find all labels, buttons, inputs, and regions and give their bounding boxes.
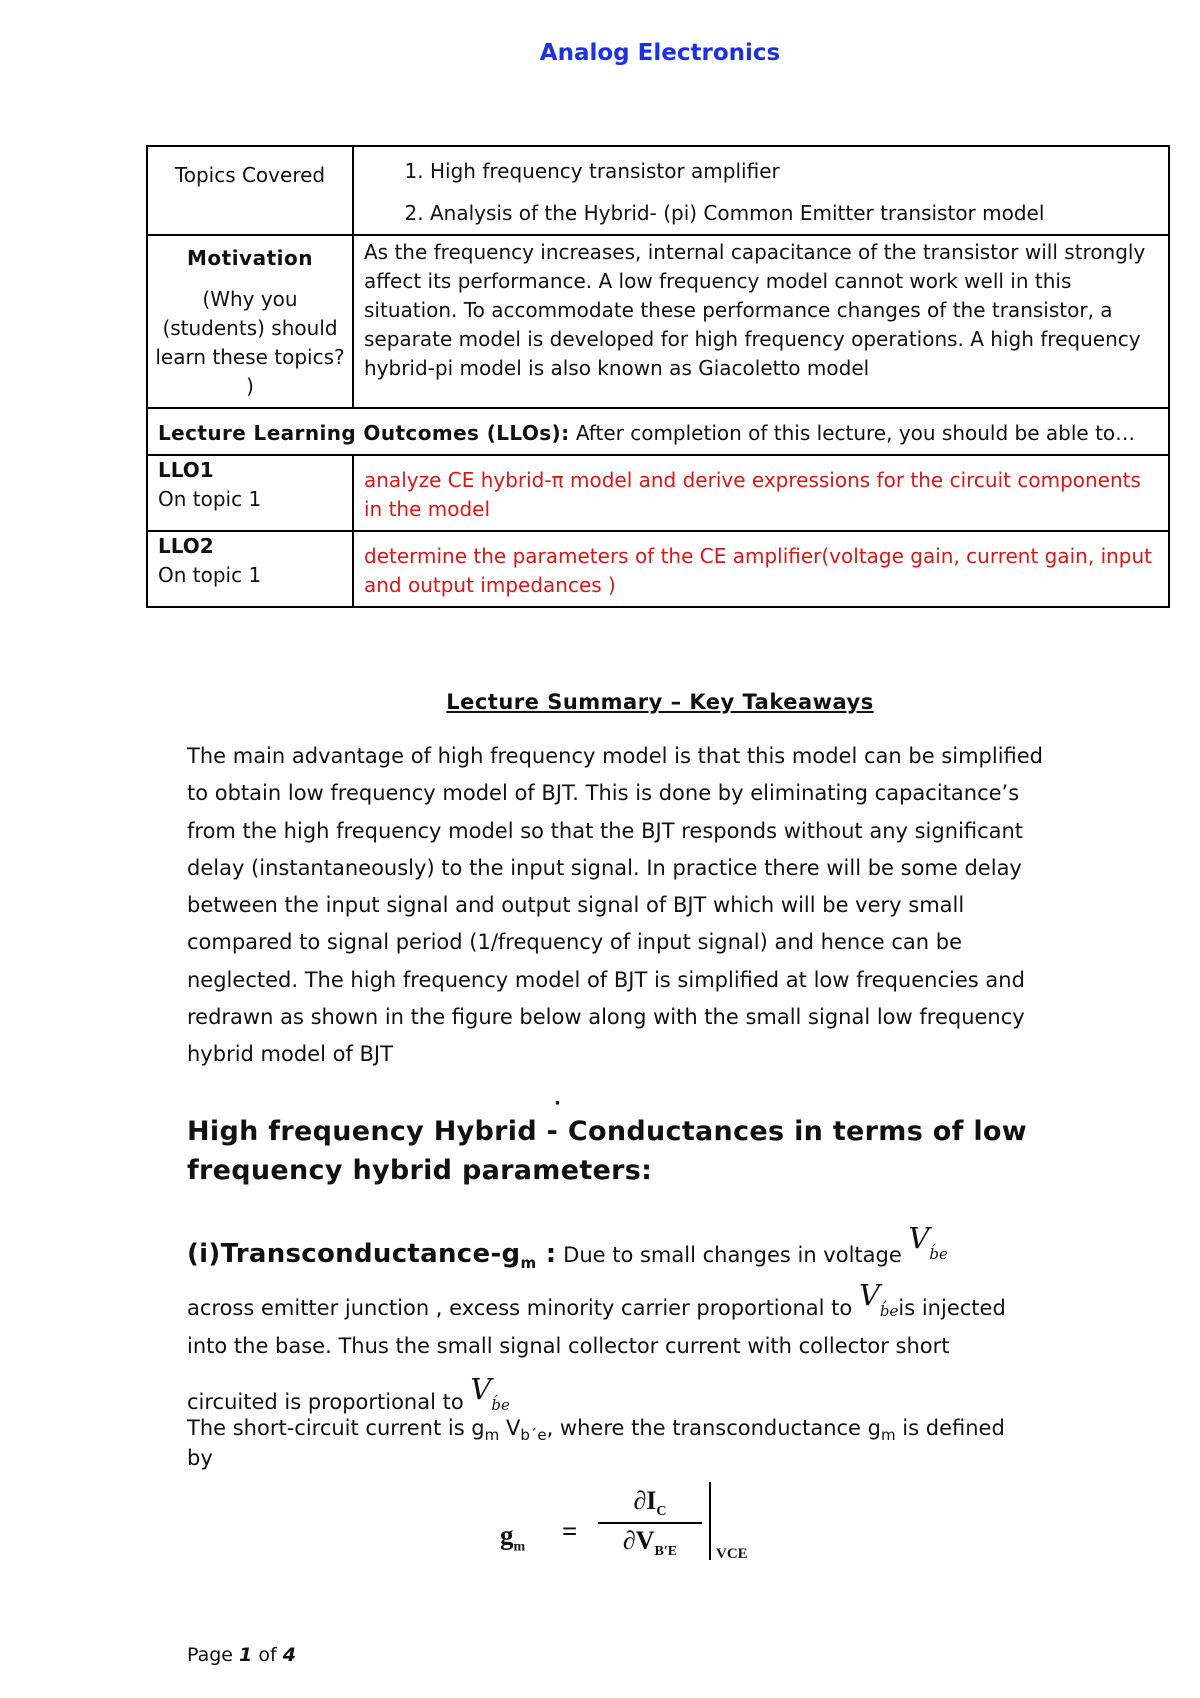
equation-numerator <box>596 1486 704 1522</box>
vbe-symbol <box>470 1372 510 1414</box>
equation-fraction <box>596 1486 704 1560</box>
transconductance-text: is injected <box>898 1296 1006 1320</box>
vbe-symbol <box>858 1278 899 1320</box>
hybrid-pi-symbol-mark: · <box>554 1093 561 1114</box>
gm-sub: m <box>880 1426 896 1445</box>
equation-denominator-sub: B′E <box>654 1544 678 1560</box>
transconductance-text: Due to small changes in voltage <box>556 1243 909 1267</box>
summary-title: Lecture Summary – Key Takeaways <box>446 690 874 714</box>
llos-title: Lecture Learning Outcomes (LLOs): <box>158 421 570 445</box>
transconductance-text: circuited is proportional to <box>187 1390 471 1414</box>
topics-table <box>146 145 1170 608</box>
vbe-sub: b΄e <box>520 1426 547 1445</box>
topic-item: 1. High frequency transistor amplifier <box>430 157 1158 186</box>
llos-header <box>147 408 1169 455</box>
llos-intro: After completion of this lecture, you should be able to… <box>569 421 1136 445</box>
vbe-v: V <box>858 1278 880 1312</box>
llo-id: LLO2 <box>158 534 214 558</box>
transconductance-title-colon: : <box>536 1239 557 1269</box>
transconductance-line-1 <box>187 1221 948 1273</box>
transconductance-title-sub: m <box>520 1254 537 1273</box>
motivation-sub: (Why you (students) should learn these topics? ) <box>155 287 345 398</box>
vbe-sub: b́e <box>879 1301 899 1320</box>
motivation-text: As the frequency increases, internal capacitance of the transistor will strongly affect its performance. A low frequency model cannot work well in this situation. To accommodate these performance changes of the transistor, a separate model is developed for high frequency operations. A high frequency hybrid-pi model is also known as Giacoletto model <box>353 235 1169 408</box>
equation-equals: = <box>562 1516 578 1546</box>
transconductance-line-3: into the base. Thus the small signal collector current with collector short <box>187 1334 950 1358</box>
llo-topic: On topic 1 <box>158 563 262 587</box>
transconductance-text: across emitter junction , excess minority carrier proportional to <box>187 1296 859 1320</box>
llo-topic: On topic 1 <box>158 487 262 511</box>
footer-page-word: Page <box>187 1644 240 1666</box>
transconductance-line-5 <box>187 1416 1005 1444</box>
equation-numerator-text: ∂I <box>633 1486 657 1515</box>
footer-page-total: 4 <box>282 1644 296 1666</box>
transconductance-line-2 <box>187 1278 1006 1326</box>
llo-id: LLO1 <box>158 458 214 482</box>
motivation-row <box>147 235 1169 408</box>
motivation-label-cell <box>147 235 353 408</box>
evaluation-bar <box>709 1482 711 1560</box>
equation-numerator-sub: C <box>656 1504 667 1520</box>
llo-id-cell <box>147 455 353 531</box>
transconductance-title-text: (i)Transconductance-g <box>187 1239 521 1269</box>
vbe-v: V <box>908 1221 930 1255</box>
topic-item: 2. Analysis of the Hybrid- (pi) Common Emitter transistor model <box>430 199 1158 228</box>
transconductance-text: is defined <box>895 1416 1005 1440</box>
transconductance-text: V <box>499 1416 521 1440</box>
section-title: High frequency Hybrid - Conductances in terms of low frequency hybrid parameters: <box>187 1116 1028 1186</box>
vbe-v: V <box>470 1372 492 1406</box>
equation-lhs-sub: m <box>513 1539 526 1555</box>
summary-text: The main advantage of high frequency model is that this model can be simplified to obtain low frequency model of BJT. This is done by eliminating capacitance’s from the high frequency model so that the BJT responds without any significant delay (instantaneously) to the input signal. In practice there will be some delay between the input signal and output signal of BJT which will be very small compared to signal period (1/frequency of input signal) and hence can be neglected. The high frequency model of BJT is simplified at low frequencies and redrawn as shown in the figure below along with the small signal low frequency hybrid model of BJT <box>187 744 1044 1067</box>
document-header: Analog Electronics <box>539 40 781 66</box>
footer-of-word: of <box>252 1644 283 1666</box>
llos-header-row <box>147 408 1169 455</box>
topics-list <box>400 157 1158 228</box>
transconductance-line-4 <box>187 1372 510 1420</box>
llo-text: determine the parameters of the CE amplifier(voltage gain, current gain, input and output impedances ) <box>353 531 1169 607</box>
equation-denominator-text: ∂V <box>622 1526 655 1556</box>
transconductance-title <box>187 1239 557 1273</box>
transconductance-line-6: by <box>187 1446 213 1470</box>
vbe-sub: b́e <box>929 1244 948 1263</box>
footer-page-number: 1 <box>239 1644 253 1666</box>
transconductance-text: , where the transconductance g <box>546 1416 881 1440</box>
transconductance-text: The short-circuit current is g <box>187 1416 485 1440</box>
llo-row <box>147 455 1169 531</box>
topics-label: Topics Covered <box>147 146 353 235</box>
llo-text: analyze CE hybrid-π model and derive expressions for the circuit components in the model <box>353 455 1169 531</box>
llo-row <box>147 531 1169 607</box>
vbe-symbol <box>908 1221 948 1263</box>
page-footer <box>187 1644 296 1666</box>
gm-sub: m <box>484 1426 500 1445</box>
llo-id-cell <box>147 531 353 607</box>
topics-row <box>147 146 1169 235</box>
equation-lhs <box>500 1520 525 1555</box>
vbe-sub: b́e <box>491 1395 510 1414</box>
equation-denominator <box>596 1524 704 1560</box>
topics-list-cell <box>353 146 1169 235</box>
equation-lhs-g: g <box>500 1520 514 1550</box>
equation-evaluation: VCE <box>716 1546 748 1562</box>
motivation-label: Motivation <box>187 246 313 270</box>
